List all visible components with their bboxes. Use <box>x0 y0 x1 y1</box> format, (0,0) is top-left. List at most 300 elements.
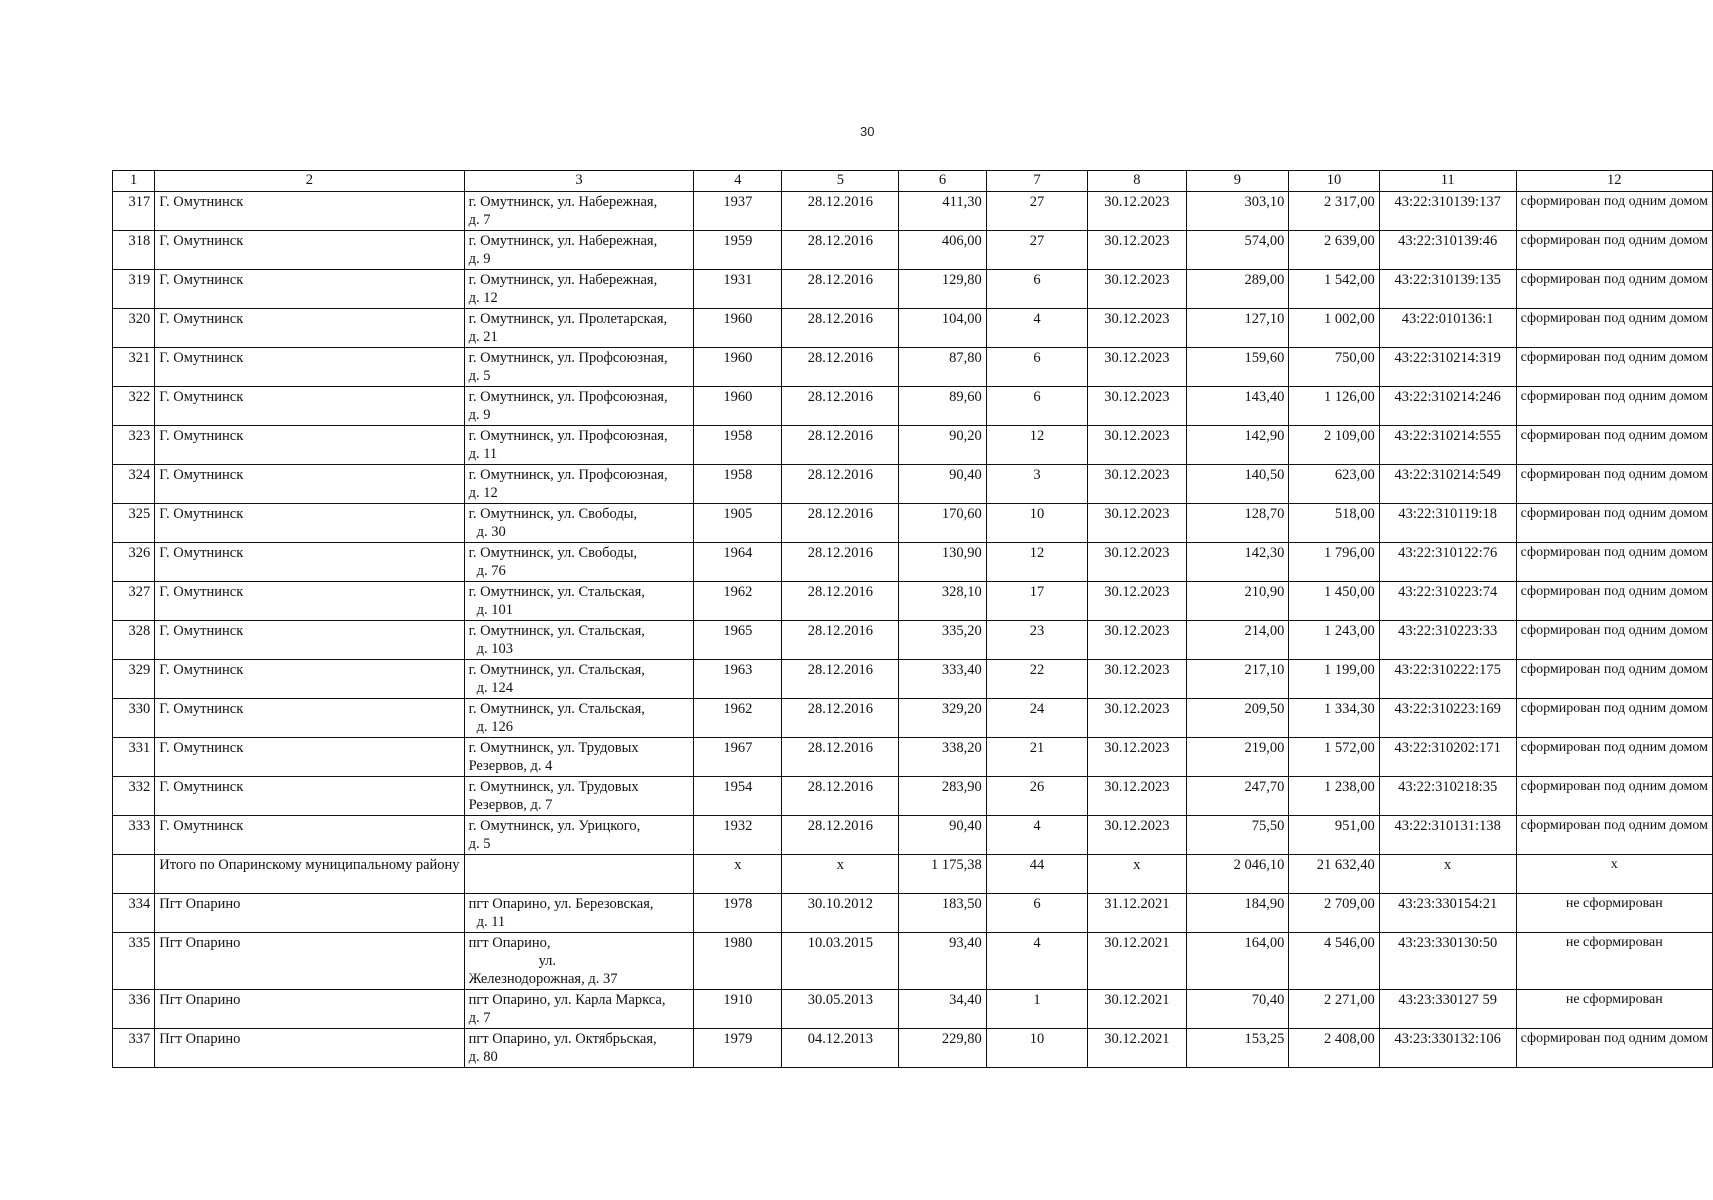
status-cell: сформирован под одним домом <box>1516 660 1712 699</box>
address-cell <box>464 426 694 465</box>
cadastral-number-cell: 43:22:310223:74 <box>1379 582 1516 621</box>
status-cell: сформирован под одним домом <box>1516 621 1712 660</box>
value-cell: 289,00 <box>1186 270 1289 309</box>
area-cell: 406,00 <box>899 231 986 270</box>
address-cell <box>464 1029 694 1068</box>
year-cell: 1959 <box>694 231 782 270</box>
area-cell: 183,50 <box>899 894 986 933</box>
column-header: 4 <box>694 171 782 192</box>
address-line: д. 30 <box>476 524 506 540</box>
value-cell: 219,00 <box>1186 738 1289 777</box>
column-header: 8 <box>1088 171 1186 192</box>
date-cell: 28.12.2016 <box>782 231 899 270</box>
year-cell: 1932 <box>694 816 782 855</box>
cadastral-number-cell: 43:22:310122:76 <box>1379 543 1516 582</box>
date-cell: 28.12.2016 <box>782 192 899 231</box>
year-cell: 1980 <box>694 933 782 990</box>
year-cell: х <box>694 855 782 894</box>
table-row <box>113 543 1713 582</box>
residents-cell: 6 <box>986 894 1087 933</box>
area-cell: 333,40 <box>899 660 986 699</box>
address-line: г. Омутнинск, ул. Стальская, <box>468 701 645 717</box>
date-cell: 28.12.2016 <box>782 738 899 777</box>
cadastral-number-cell: 43:23:330132:106 <box>1379 1029 1516 1068</box>
column-header: 11 <box>1379 171 1516 192</box>
year-cell: 1958 <box>694 465 782 504</box>
area-cell: 93,40 <box>899 933 986 990</box>
table-row <box>113 309 1713 348</box>
date-cell: 30.12.2023 <box>1088 309 1186 348</box>
cadastral-number-cell: 43:22:310131:138 <box>1379 816 1516 855</box>
row-number-cell: 337 <box>113 1029 155 1068</box>
settlement-cell: Г. Омутнинск <box>155 660 464 699</box>
address-cell <box>464 933 694 990</box>
year-cell: 1954 <box>694 777 782 816</box>
column-header: 9 <box>1186 171 1289 192</box>
area-cell: 130,90 <box>899 543 986 582</box>
date-cell: 30.12.2023 <box>1088 582 1186 621</box>
address-cell <box>464 660 694 699</box>
address-line: д. 101 <box>476 602 513 618</box>
table-row <box>113 660 1713 699</box>
address-line: д. 5 <box>468 368 491 384</box>
address-line: г. Омутнинск, ул. Трудовых <box>468 779 639 795</box>
year-cell: 1910 <box>694 990 782 1029</box>
settlement-cell: Г. Омутнинск <box>155 270 464 309</box>
cadastral-number-cell: 43:22:310214:319 <box>1379 348 1516 387</box>
date-cell: 30.12.2023 <box>1088 192 1186 231</box>
date-cell: 28.12.2016 <box>782 543 899 582</box>
cadastral-number-cell: 43:22:310222:175 <box>1379 660 1516 699</box>
value-cell: 70,40 <box>1186 990 1289 1029</box>
row-number-cell: 329 <box>113 660 155 699</box>
value-cell: 209,50 <box>1186 699 1289 738</box>
status-cell: сформирован под одним домом <box>1516 465 1712 504</box>
address-cell <box>464 504 694 543</box>
address-line: д. 103 <box>476 641 513 657</box>
status-cell: х <box>1516 855 1712 894</box>
residents-cell: 24 <box>986 699 1087 738</box>
address-line: д. 11 <box>476 914 506 930</box>
table-row <box>113 231 1713 270</box>
cadastral-number-cell: 43:22:310139:46 <box>1379 231 1516 270</box>
year-cell: 1905 <box>694 504 782 543</box>
residents-cell: 27 <box>986 231 1087 270</box>
area-cell: 129,80 <box>899 270 986 309</box>
address-line: Железнодорожная, д. 37 <box>468 971 618 987</box>
residents-cell: 4 <box>986 309 1087 348</box>
date-cell: 28.12.2016 <box>782 309 899 348</box>
date-cell: 28.12.2016 <box>782 582 899 621</box>
residents-cell: 4 <box>986 933 1087 990</box>
value-cell: 303,10 <box>1186 192 1289 231</box>
residents-cell: 10 <box>986 1029 1087 1068</box>
cadastral-number-cell: 43:22:310214:246 <box>1379 387 1516 426</box>
settlement-cell: Г. Омутнинск <box>155 504 464 543</box>
address-cell <box>464 699 694 738</box>
row-number-cell: 322 <box>113 387 155 426</box>
residents-cell: 27 <box>986 192 1087 231</box>
status-cell: сформирован под одним домом <box>1516 582 1712 621</box>
address-cell <box>464 582 694 621</box>
date-cell: 28.12.2016 <box>782 504 899 543</box>
residents-cell: 6 <box>986 270 1087 309</box>
area-cell: 1 175,38 <box>899 855 986 894</box>
residents-cell: 23 <box>986 621 1087 660</box>
status-cell: сформирован под одним домом <box>1516 426 1712 465</box>
table-row <box>113 426 1713 465</box>
date-cell: 31.12.2021 <box>1088 894 1186 933</box>
date-cell: 30.10.2012 <box>782 894 899 933</box>
status-cell: сформирован под одним домом <box>1516 699 1712 738</box>
value-cell: 2 317,00 <box>1289 192 1379 231</box>
year-cell: 1978 <box>694 894 782 933</box>
value-cell: 143,40 <box>1186 387 1289 426</box>
address-cell <box>464 543 694 582</box>
date-cell: 30.12.2023 <box>1088 621 1186 660</box>
address-cell <box>464 465 694 504</box>
value-cell: 142,30 <box>1186 543 1289 582</box>
address-line: д. 9 <box>468 251 491 267</box>
row-number-cell: 336 <box>113 990 155 1029</box>
value-cell: 159,60 <box>1186 348 1289 387</box>
date-cell: 30.12.2023 <box>1088 231 1186 270</box>
area-cell: 90,20 <box>899 426 986 465</box>
value-cell: 951,00 <box>1289 816 1379 855</box>
table-row <box>113 1029 1713 1068</box>
status-cell: не сформирован <box>1516 990 1712 1029</box>
residents-cell: 22 <box>986 660 1087 699</box>
address-line: д. 80 <box>468 1049 498 1065</box>
date-cell: 30.12.2021 <box>1088 1029 1186 1068</box>
value-cell: 247,70 <box>1186 777 1289 816</box>
date-cell: 30.12.2023 <box>1088 270 1186 309</box>
row-number-cell: 335 <box>113 933 155 990</box>
date-cell: 28.12.2016 <box>782 465 899 504</box>
date-cell: 28.12.2016 <box>782 348 899 387</box>
settlement-cell: Г. Омутнинск <box>155 777 464 816</box>
address-line: д. 7 <box>468 212 491 228</box>
address-line: г. Омутнинск, ул. Набережная, <box>468 194 658 210</box>
status-cell: сформирован под одним домом <box>1516 387 1712 426</box>
address-line: г. Омутнинск, ул. Свободы, <box>468 545 638 561</box>
cadastral-number-cell: 43:23:330127 59 <box>1379 990 1516 1029</box>
status-cell: сформирован под одним домом <box>1516 816 1712 855</box>
table-row <box>113 465 1713 504</box>
area-cell: 90,40 <box>899 816 986 855</box>
address-line: г. Омутнинск, ул. Стальская, <box>468 623 645 639</box>
column-header: 3 <box>464 171 694 192</box>
address-cell <box>464 816 694 855</box>
value-cell: 574,00 <box>1186 231 1289 270</box>
address-line: д. 126 <box>476 719 513 735</box>
status-cell: не сформирован <box>1516 933 1712 990</box>
value-cell: 1 572,00 <box>1289 738 1379 777</box>
date-cell: 30.12.2023 <box>1088 777 1186 816</box>
table-row <box>113 504 1713 543</box>
row-number-cell: 325 <box>113 504 155 543</box>
address-line: д. 21 <box>468 329 498 345</box>
row-number-cell: 332 <box>113 777 155 816</box>
status-cell: сформирован под одним домом <box>1516 738 1712 777</box>
status-cell: сформирован под одним домом <box>1516 348 1712 387</box>
date-cell: 28.12.2016 <box>782 270 899 309</box>
value-cell: 2 709,00 <box>1289 894 1379 933</box>
year-cell: 1979 <box>694 1029 782 1068</box>
settlement-cell: Пгт Опарино <box>155 1029 464 1068</box>
settlement-cell: Г. Омутнинск <box>155 543 464 582</box>
address-cell <box>464 270 694 309</box>
address-line: ул. <box>538 953 557 969</box>
page-number: 30 <box>860 124 875 139</box>
cadastral-number-cell: 43:23:330154:21 <box>1379 894 1516 933</box>
status-cell: сформирован под одним домом <box>1516 504 1712 543</box>
address-line: г. Омутнинск, ул. Профсоюзная, <box>468 350 668 366</box>
address-cell <box>464 309 694 348</box>
address-cell <box>464 855 694 894</box>
status-cell: сформирован под одним домом <box>1516 543 1712 582</box>
status-cell: сформирован под одним домом <box>1516 192 1712 231</box>
address-line: г. Омутнинск, ул. Свободы, <box>468 506 638 522</box>
address-line: д. 76 <box>476 563 506 579</box>
value-cell: 217,10 <box>1186 660 1289 699</box>
settlement-cell: Г. Омутнинск <box>155 309 464 348</box>
date-cell: 30.05.2013 <box>782 990 899 1029</box>
table-row <box>113 270 1713 309</box>
year-cell: 1931 <box>694 270 782 309</box>
column-header: 12 <box>1516 171 1712 192</box>
date-cell: 30.12.2023 <box>1088 504 1186 543</box>
address-cell <box>464 777 694 816</box>
value-cell: 210,90 <box>1186 582 1289 621</box>
housing-table <box>112 170 1713 1068</box>
header-row <box>113 171 1713 192</box>
year-cell: 1967 <box>694 738 782 777</box>
cadastral-number-cell: 43:22:310223:33 <box>1379 621 1516 660</box>
table-row <box>113 192 1713 231</box>
row-number-cell: 326 <box>113 543 155 582</box>
address-cell <box>464 990 694 1029</box>
date-cell: 28.12.2016 <box>782 699 899 738</box>
row-number-cell: 328 <box>113 621 155 660</box>
address-cell <box>464 231 694 270</box>
table-row <box>113 348 1713 387</box>
address-line: г. Омутнинск, ул. Урицкого, <box>468 818 641 834</box>
settlement-cell: Г. Омутнинск <box>155 816 464 855</box>
date-cell: 28.12.2016 <box>782 777 899 816</box>
area-cell: 87,80 <box>899 348 986 387</box>
value-cell: 142,90 <box>1186 426 1289 465</box>
value-cell: 1 126,00 <box>1289 387 1379 426</box>
address-line: пгт Опарино, ул. Березовская, <box>468 896 654 912</box>
address-line: г. Омутнинск, ул. Профсоюзная, <box>468 428 668 444</box>
value-cell: 127,10 <box>1186 309 1289 348</box>
cadastral-number-cell: 43:22:310223:169 <box>1379 699 1516 738</box>
residents-cell: 44 <box>986 855 1087 894</box>
residents-cell: 6 <box>986 387 1087 426</box>
area-cell: 283,90 <box>899 777 986 816</box>
row-number-cell: 319 <box>113 270 155 309</box>
value-cell: 21 632,40 <box>1289 855 1379 894</box>
address-line: г. Омутнинск, ул. Профсоюзная, <box>468 467 668 483</box>
value-cell: 623,00 <box>1289 465 1379 504</box>
area-cell: 90,40 <box>899 465 986 504</box>
year-cell: 1963 <box>694 660 782 699</box>
date-cell: х <box>782 855 899 894</box>
address-line: д. 12 <box>468 290 498 306</box>
address-line: д. 124 <box>476 680 513 696</box>
date-cell: 30.12.2021 <box>1088 933 1186 990</box>
value-cell: 140,50 <box>1186 465 1289 504</box>
table-row <box>113 816 1713 855</box>
value-cell: 1 334,30 <box>1289 699 1379 738</box>
date-cell: 10.03.2015 <box>782 933 899 990</box>
cadastral-number-cell: 43:22:310218:35 <box>1379 777 1516 816</box>
date-cell: 30.12.2023 <box>1088 738 1186 777</box>
value-cell: 2 639,00 <box>1289 231 1379 270</box>
row-number-cell <box>113 855 155 894</box>
row-number-cell: 333 <box>113 816 155 855</box>
year-cell: 1964 <box>694 543 782 582</box>
value-cell: 1 796,00 <box>1289 543 1379 582</box>
settlement-cell: Г. Омутнинск <box>155 738 464 777</box>
area-cell: 89,60 <box>899 387 986 426</box>
status-cell: сформирован под одним домом <box>1516 1029 1712 1068</box>
cadastral-number-cell: 43:22:310202:171 <box>1379 738 1516 777</box>
table-row <box>113 855 1713 894</box>
settlement-cell: Г. Омутнинск <box>155 582 464 621</box>
settlement-cell: Пгт Опарино <box>155 990 464 1029</box>
value-cell: 153,25 <box>1186 1029 1289 1068</box>
area-cell: 338,20 <box>899 738 986 777</box>
date-cell: 28.12.2016 <box>782 426 899 465</box>
settlement-cell: Г. Омутнинск <box>155 426 464 465</box>
settlement-cell: Г. Омутнинск <box>155 387 464 426</box>
value-cell: 2 109,00 <box>1289 426 1379 465</box>
value-cell: 164,00 <box>1186 933 1289 990</box>
residents-cell: 17 <box>986 582 1087 621</box>
value-cell: 1 199,00 <box>1289 660 1379 699</box>
settlement-cell: Г. Омутнинск <box>155 348 464 387</box>
value-cell: 1 243,00 <box>1289 621 1379 660</box>
date-cell: 28.12.2016 <box>782 621 899 660</box>
address-line: г. Омутнинск, ул. Пролетарская, <box>468 311 668 327</box>
settlement-cell: Пгт Опарино <box>155 894 464 933</box>
address-line: г. Омутнинск, ул. Профсоюзная, <box>468 389 668 405</box>
table-row <box>113 738 1713 777</box>
value-cell: 4 546,00 <box>1289 933 1379 990</box>
status-cell: сформирован под одним домом <box>1516 231 1712 270</box>
row-number-cell: 331 <box>113 738 155 777</box>
date-cell: 30.12.2023 <box>1088 660 1186 699</box>
table-row <box>113 621 1713 660</box>
residents-cell: 21 <box>986 738 1087 777</box>
value-cell: 75,50 <box>1186 816 1289 855</box>
area-cell: 170,60 <box>899 504 986 543</box>
address-cell <box>464 192 694 231</box>
date-cell: 30.12.2023 <box>1088 816 1186 855</box>
address-line: д. 9 <box>468 407 491 423</box>
row-number-cell: 321 <box>113 348 155 387</box>
year-cell: 1960 <box>694 387 782 426</box>
date-cell: х <box>1088 855 1186 894</box>
address-line: г. Омутнинск, ул. Набережная, <box>468 272 658 288</box>
address-cell <box>464 621 694 660</box>
date-cell: 04.12.2013 <box>782 1029 899 1068</box>
column-header: 6 <box>899 171 986 192</box>
address-line: д. 11 <box>468 446 498 462</box>
cadastral-number-cell: 43:22:310139:137 <box>1379 192 1516 231</box>
date-cell: 30.12.2023 <box>1088 387 1186 426</box>
date-cell: 30.12.2023 <box>1088 699 1186 738</box>
value-cell: 1 450,00 <box>1289 582 1379 621</box>
row-number-cell: 330 <box>113 699 155 738</box>
row-number-cell: 317 <box>113 192 155 231</box>
address-line: пгт Опарино, <box>468 935 551 951</box>
date-cell: 28.12.2016 <box>782 660 899 699</box>
settlement-cell: Итого по Опаринскому муниципальному району <box>155 855 464 894</box>
year-cell: 1960 <box>694 309 782 348</box>
address-cell <box>464 738 694 777</box>
value-cell: 1 238,00 <box>1289 777 1379 816</box>
value-cell: 750,00 <box>1289 348 1379 387</box>
address-cell <box>464 894 694 933</box>
table-row <box>113 387 1713 426</box>
column-header: 2 <box>155 171 464 192</box>
value-cell: 1 542,00 <box>1289 270 1379 309</box>
area-cell: 104,00 <box>899 309 986 348</box>
row-number-cell: 327 <box>113 582 155 621</box>
table-row <box>113 777 1713 816</box>
value-cell: 1 002,00 <box>1289 309 1379 348</box>
date-cell: 30.12.2023 <box>1088 348 1186 387</box>
settlement-cell: Г. Омутнинск <box>155 231 464 270</box>
cadastral-number-cell: 43:22:310214:555 <box>1379 426 1516 465</box>
address-cell <box>464 387 694 426</box>
row-number-cell: 318 <box>113 231 155 270</box>
residents-cell: 26 <box>986 777 1087 816</box>
address-line: Резервов, д. 4 <box>468 758 553 774</box>
residents-cell: 6 <box>986 348 1087 387</box>
table-row <box>113 582 1713 621</box>
year-cell: 1960 <box>694 348 782 387</box>
area-cell: 328,10 <box>899 582 986 621</box>
address-line: пгт Опарино, ул. Карла Маркса, <box>468 992 666 1008</box>
date-cell: 30.12.2023 <box>1088 543 1186 582</box>
residents-cell: 12 <box>986 543 1087 582</box>
row-number-cell: 334 <box>113 894 155 933</box>
year-cell: 1965 <box>694 621 782 660</box>
row-number-cell: 323 <box>113 426 155 465</box>
cadastral-number-cell: 43:23:330130:50 <box>1379 933 1516 990</box>
address-line: пгт Опарино, ул. Октябрьская, <box>468 1031 657 1047</box>
table-row <box>113 699 1713 738</box>
address-cell <box>464 348 694 387</box>
settlement-cell: Г. Омутнинск <box>155 465 464 504</box>
date-cell: 30.12.2021 <box>1088 990 1186 1029</box>
value-cell: 214,00 <box>1186 621 1289 660</box>
date-cell: 30.12.2023 <box>1088 426 1186 465</box>
settlement-cell: Г. Омутнинск <box>155 192 464 231</box>
address-line: д. 5 <box>468 836 491 852</box>
area-cell: 329,20 <box>899 699 986 738</box>
status-cell: не сформирован <box>1516 894 1712 933</box>
residents-cell: 3 <box>986 465 1087 504</box>
year-cell: 1958 <box>694 426 782 465</box>
area-cell: 411,30 <box>899 192 986 231</box>
cadastral-number-cell: 43:22:010136:1 <box>1379 309 1516 348</box>
date-cell: 30.12.2023 <box>1088 465 1186 504</box>
